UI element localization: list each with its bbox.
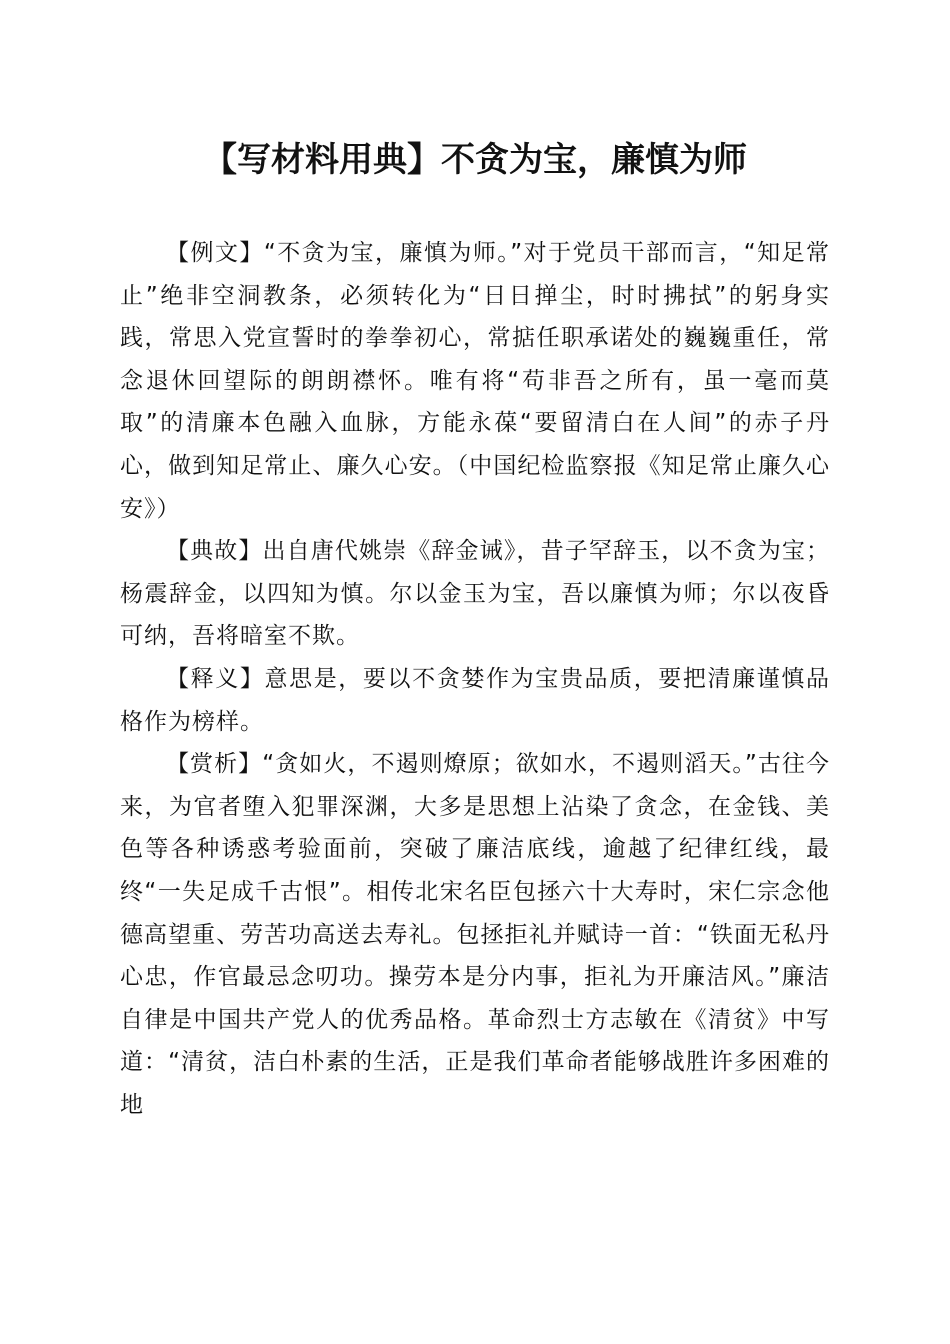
document-title: 【写材料用典】不贪为宝，廉慎为师: [203, 140, 747, 180]
paragraph-meaning: 【释义】意思是，要以不贪婪作为宝贵品质，要把清廉谨慎品格作为榜样。: [120, 665, 830, 735]
paragraph-appreciation: 【赏析】“贪如火，不遏则燎原；欲如水，不遏则滔天。”古往今来，为官者堕入犯罪深渊，大多是思想上沾染了贪念，在金钱、美色等各种诱惑考验面前，突破了廉洁底线，逾越了纪律红线，最终“一失足成千古恨”。相传北宋名臣包拯六十大寿时，宋仁宗念他德高望重、劳苦功高送去寿礼。包拯拒礼并赋诗一首：“铁面无私丹心忠，作官最忌念叨功。操劳本是分内事，拒礼为开廉洁风。”廉洁自律是中国共产党人的优秀品格。革命烈士方志敏在《清贫》中写道：“清贫，洁白朴素的生活，正是我们革命者能够战胜许多困难的地: [120, 751, 830, 1118]
paragraph-allusion: 【典故】出自唐代姚崇《辞金诫》，昔子罕辞玉，以不贪为宝；杨震辞金，以四知为慎。尔以金玉为宝，吾以廉慎为师；尔以夜昏可纳，吾将暗室不欺。: [120, 538, 830, 650]
document-body: [120, 232, 830, 1126]
paragraph-example: 【例文】“不贪为宝，廉慎为师。”对于党员干部而言，“知足常止”绝非空洞教条，必须转化为“日日掸尘，时时拂拭”的躬身实践，常思入党宣誓时的拳拳初心，常掂任职承诺处的巍巍重任，常念退休回望际的朗朗襟怀。唯有将“苟非吾之所有，虽一毫而莫取”的清廉本色融入血脉，方能永葆“要留清白在人间”的赤子丹心，做到知足常止、廉久心安。（中国纪检监察报《知足常止廉久心安》）: [120, 240, 830, 522]
